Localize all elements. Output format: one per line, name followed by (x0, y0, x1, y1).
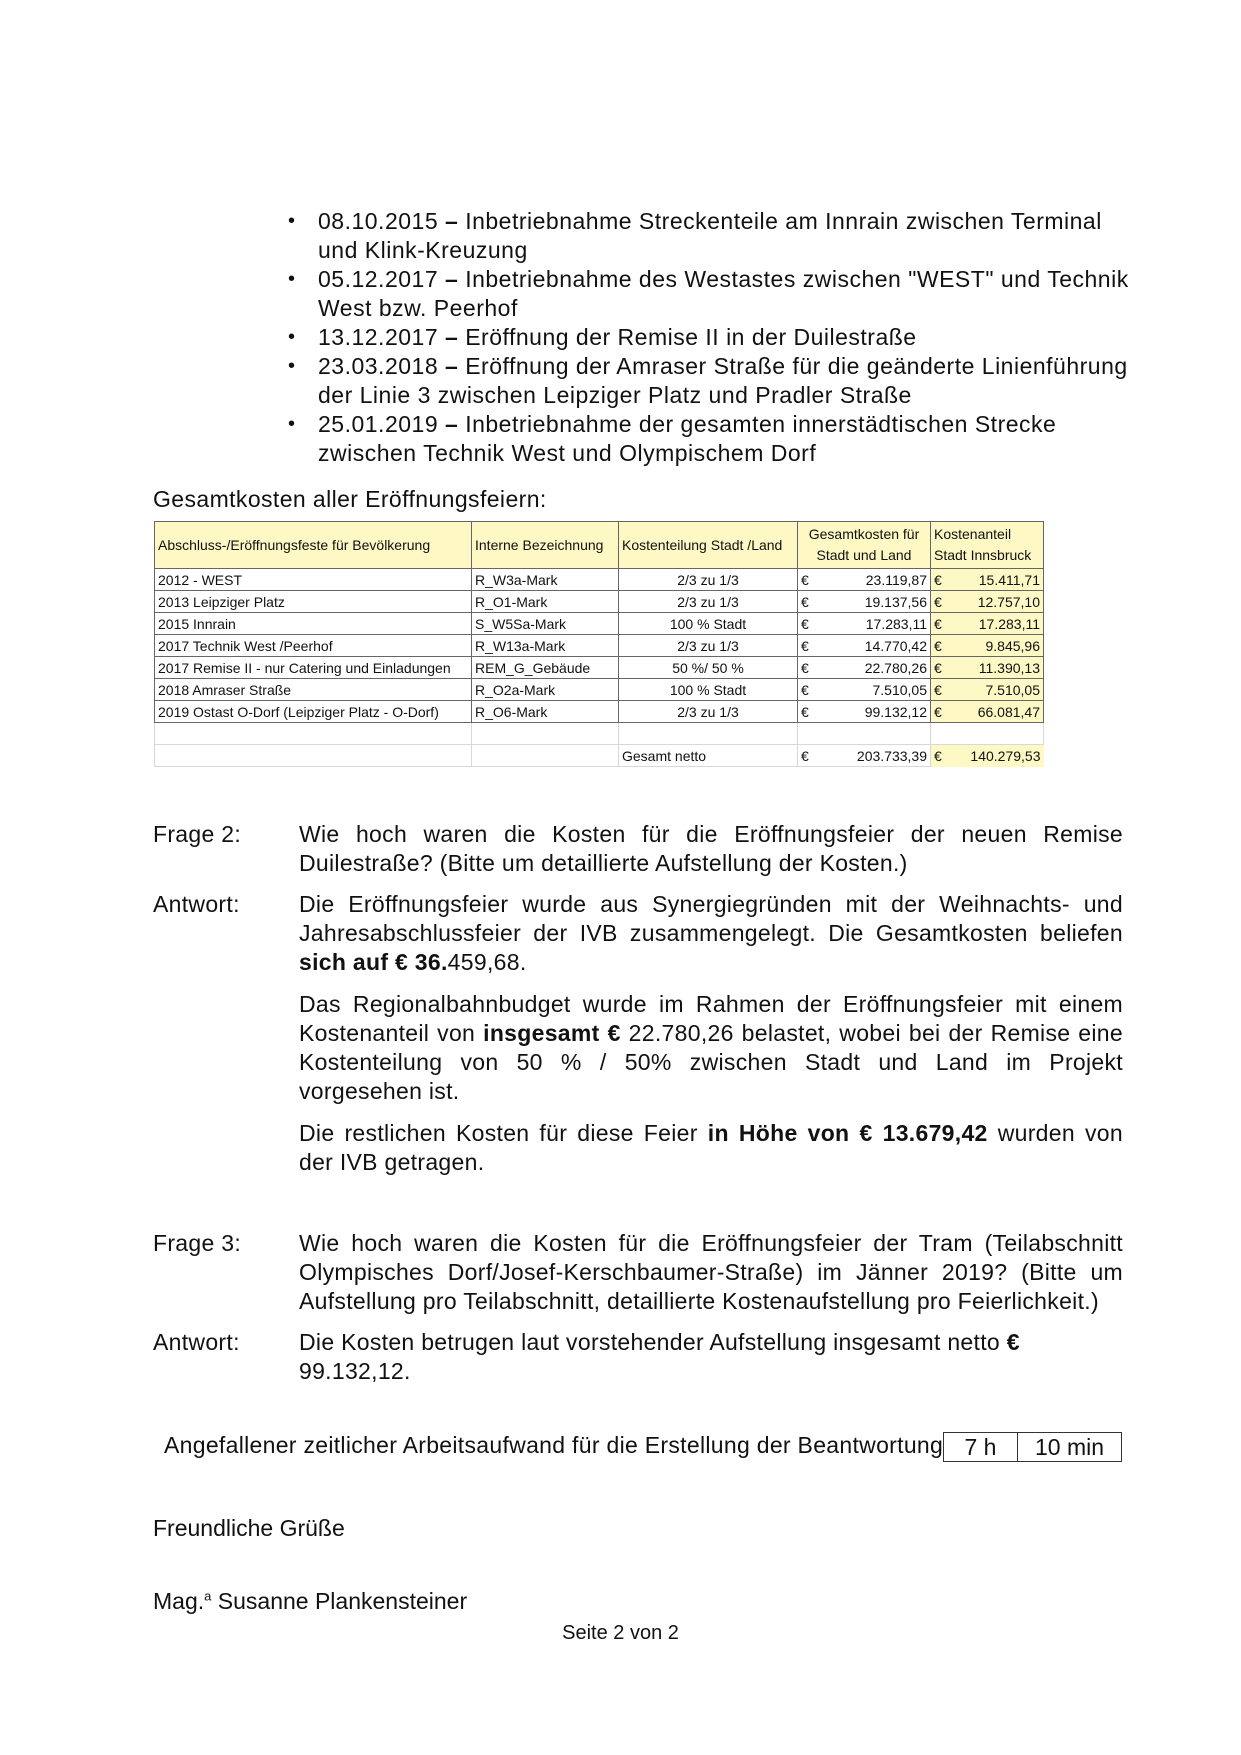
header-city (931, 522, 1044, 569)
milestone-item (318, 323, 1136, 352)
cell-city: 7.510,05 (947, 679, 1044, 701)
milestone-date: 05.12.2017 (318, 266, 439, 292)
milestone-item (318, 265, 1136, 323)
cell-event: 2017 Technik West /Peerhof (155, 635, 472, 657)
dash: – (438, 411, 466, 437)
text-run-bold: sich auf € 36. (299, 949, 448, 975)
text-run: 99.132,12. (299, 1358, 411, 1384)
table-row (155, 701, 1044, 723)
text-run: 459,68. (447, 949, 527, 975)
cell-city: 17.283,11 (947, 613, 1044, 635)
cell-event: 2018 Amraser Straße (155, 679, 472, 701)
city-sum: 140.279,53 (947, 745, 1044, 767)
table-row (155, 569, 1044, 591)
cell-currency: € (798, 701, 815, 723)
cell-currency: € (931, 701, 948, 723)
cell-split: 50 %/ 50 % (619, 657, 798, 679)
total-label: Gesamt netto (619, 745, 798, 767)
table-total-row (155, 745, 1044, 767)
cell-city: 11.390,13 (947, 657, 1044, 679)
text-run-bold: insgesamt € (483, 1020, 621, 1046)
cell-currency: € (798, 745, 815, 767)
page-footer: Seite 2 von 2 (562, 1622, 679, 1644)
empty-cell (619, 723, 798, 745)
cell-currency: € (931, 635, 948, 657)
cell-internal: R_O1-Mark (472, 591, 619, 613)
cell-split: 2/3 zu 1/3 (619, 701, 798, 723)
cell-city: 66.081,47 (947, 701, 1044, 723)
text-run: Das Regionalbahnbudget wurde im Rahmen der Eröffnungsfeier mit einem Kostenanteil von (299, 991, 1123, 1046)
cell-total: 14.770,42 (814, 635, 931, 657)
answer-text-block (299, 1328, 1123, 1386)
signature-name: Susanne Plankensteiner (211, 1588, 468, 1614)
effort-label: Angefallener zeitlicher Arbeitsaufwand für die Erstellung der Beantwortung (164, 1432, 944, 1458)
milestone-text: Inbetriebnahme des Westastes zwischen "WEST" und Technik West bzw. Peerhof (318, 266, 1129, 321)
text-run: Die Eröffnungsfeier wurde aus Synergiegründen mit der Weihnachts- und Jahresabschlussfeier der IVB zusammengelegt. Die Gesamtkosten beliefen (299, 891, 1123, 946)
milestone-list (318, 207, 1136, 468)
greeting: Freundliche Grüße (153, 1515, 345, 1541)
milestone-date: 13.12.2017 (318, 324, 439, 350)
cell-event: 2012 - WEST (155, 569, 472, 591)
answer-paragraph (299, 990, 1123, 1106)
milestone-text: Inbetriebnahme Streckenteile am Innrain zwischen Terminal und Klink-Kreuzung (318, 208, 1102, 263)
milestone-text: Eröffnung der Remise II in der Duilestraße (465, 324, 917, 350)
text-run: Die Kosten betrugen laut vorstehender Aufstellung insgesamt netto (299, 1329, 1007, 1355)
dash: – (438, 353, 466, 379)
table-row (155, 635, 1044, 657)
table-row-blank (155, 723, 1044, 745)
cell-event: 2015 Innrain (155, 613, 472, 635)
cell-total: 22.780,26 (814, 657, 931, 679)
empty-cell (155, 723, 472, 745)
question-2 (153, 820, 1123, 891)
signature-sup: a (204, 1588, 212, 1604)
answer-paragraph (299, 1328, 1123, 1386)
table-row (155, 657, 1044, 679)
cell-currency: € (931, 591, 948, 613)
empty-cell (798, 723, 931, 745)
cell-internal: R_W3a-Mark (472, 569, 619, 591)
dash: – (438, 324, 466, 350)
answer-label: Antwort: (153, 1329, 240, 1355)
text-run: wurden von der IVB getragen. (299, 1120, 1123, 1175)
header-internal: Interne Bezeichnung (472, 522, 619, 569)
question-label: Frage 2: (153, 821, 242, 847)
header-total-line1: Gesamtkosten für (808, 526, 920, 542)
text-run: Die restlichen Kosten für diese Feier (299, 1120, 708, 1146)
cell-split: 100 % Stadt (619, 613, 798, 635)
empty-cell (472, 723, 619, 745)
cell-currency: € (931, 745, 948, 767)
text-run: 22.780,26 belastet, wobei bei der Remise eine Kostenteilung von 50 % / 50% zwischen Stadt und Land im Projekt vorgesehen ist. (299, 1020, 1123, 1104)
header-city-line2: Stadt Innsbruck (934, 547, 1032, 563)
answer-2 (153, 890, 1123, 1190)
cell-currency: € (798, 613, 815, 635)
answer-paragraph (299, 1119, 1123, 1177)
total-sum: 203.733,39 (814, 745, 931, 767)
milestone-item (318, 352, 1136, 410)
header-city-line1: Kostenanteil (934, 526, 1012, 542)
empty-cell (472, 745, 619, 767)
question-text-block (299, 1229, 1123, 1316)
table-row (155, 613, 1044, 635)
cell-event: 2017 Remise II - nur Catering und Einladungen (155, 657, 472, 679)
milestone-item (318, 410, 1136, 468)
header-total-line2: Stadt und Land (816, 547, 912, 563)
cell-split: 2/3 zu 1/3 (619, 569, 798, 591)
cell-event: 2019 Ostast O-Dorf (Leipziger Platz - O-Dorf) (155, 701, 472, 723)
cell-city: 15.411,71 (947, 569, 1044, 591)
cell-internal: R_O6-Mark (472, 701, 619, 723)
milestone-text: Inbetriebnahme der gesamten innerstädtischen Strecke zwischen Technik West und Olympischem Dorf (318, 411, 1057, 466)
effort-hours: 7 h (944, 1433, 1018, 1461)
cell-total: 17.283,11 (814, 613, 931, 635)
empty-cell (931, 723, 1044, 745)
cell-split: 2/3 zu 1/3 (619, 635, 798, 657)
cell-currency: € (931, 569, 948, 591)
empty-cell (155, 745, 472, 767)
answer-3 (153, 1328, 1123, 1399)
dash: – (438, 208, 466, 234)
table-row (155, 679, 1044, 701)
cell-currency: € (798, 591, 815, 613)
dash: – (438, 266, 466, 292)
cell-total: 99.132,12 (814, 701, 931, 723)
header-event: Abschluss-/Eröffnungsfeste für Bevölkerung (155, 522, 472, 569)
cell-currency: € (798, 635, 815, 657)
cell-total: 19.137,56 (814, 591, 931, 613)
cell-currency: € (798, 569, 815, 591)
question-label: Frage 3: (153, 1230, 242, 1256)
cell-currency: € (931, 657, 948, 679)
signature-prefix: Mag. (153, 1588, 205, 1614)
question-3 (153, 1229, 1123, 1329)
cell-total: 23.119,87 (814, 569, 931, 591)
cell-internal: S_W5Sa-Mark (472, 613, 619, 635)
table-row (155, 591, 1044, 613)
cell-currency: € (798, 657, 815, 679)
answer-label: Antwort: (153, 891, 240, 917)
milestone-text: Eröffnung der Amraser Straße für die geänderte Linienführung der Linie 3 zwischen Leipziger Platz und Pradler Straße (318, 353, 1128, 408)
question-text: Wie hoch waren die Kosten für die Eröffnungsfeier der Tram (Teilabschnitt Olympisches Dorf/Josef-Kerschbaumer-Straße) im Jänner 2019? (Bitte um Aufstellung pro Teilabschnitt, detaillierte Kostenaufstellung pro Feierlichkeit.) (299, 1230, 1123, 1314)
cell-internal: R_W13a-Mark (472, 635, 619, 657)
answer-paragraph (299, 890, 1123, 977)
text-run-bold: € (1006, 1329, 1020, 1355)
cell-total: 7.510,05 (814, 679, 931, 701)
cell-currency: € (931, 613, 948, 635)
costs-heading: Gesamtkosten aller Eröffnungsfeiern: (153, 486, 547, 512)
question-text-block (299, 820, 1123, 878)
cell-event: 2013 Leipziger Platz (155, 591, 472, 613)
cell-internal: REM_G_Gebäude (472, 657, 619, 679)
effort-box (943, 1432, 1122, 1462)
effort-minutes: 10 min (1034, 1434, 1105, 1460)
signature (153, 1588, 467, 1615)
text-run-bold: in Höhe von € 13.679,42 (707, 1120, 988, 1146)
milestone-date: 08.10.2015 (318, 208, 439, 234)
answer-text-block (299, 890, 1123, 1177)
cell-city: 12.757,10 (947, 591, 1044, 613)
milestone-date: 25.01.2019 (318, 411, 439, 437)
cell-currency: € (931, 679, 948, 701)
cell-split: 2/3 zu 1/3 (619, 591, 798, 613)
costs-table (154, 521, 1044, 767)
header-total (798, 522, 931, 569)
milestone-item (318, 207, 1136, 265)
table-header-row (155, 522, 1044, 569)
milestone-date: 23.03.2018 (318, 353, 439, 379)
cell-city: 9.845,96 (947, 635, 1044, 657)
cell-split: 100 % Stadt (619, 679, 798, 701)
header-split: Kostenteilung Stadt /Land (619, 522, 798, 569)
question-text: Wie hoch waren die Kosten für die Eröffnungsfeier der neuen Remise Duilestraße? (Bitte um detaillierte Aufstellung der Kosten.) (299, 821, 1123, 876)
cell-internal: R_O2a-Mark (472, 679, 619, 701)
cell-currency: € (798, 679, 815, 701)
